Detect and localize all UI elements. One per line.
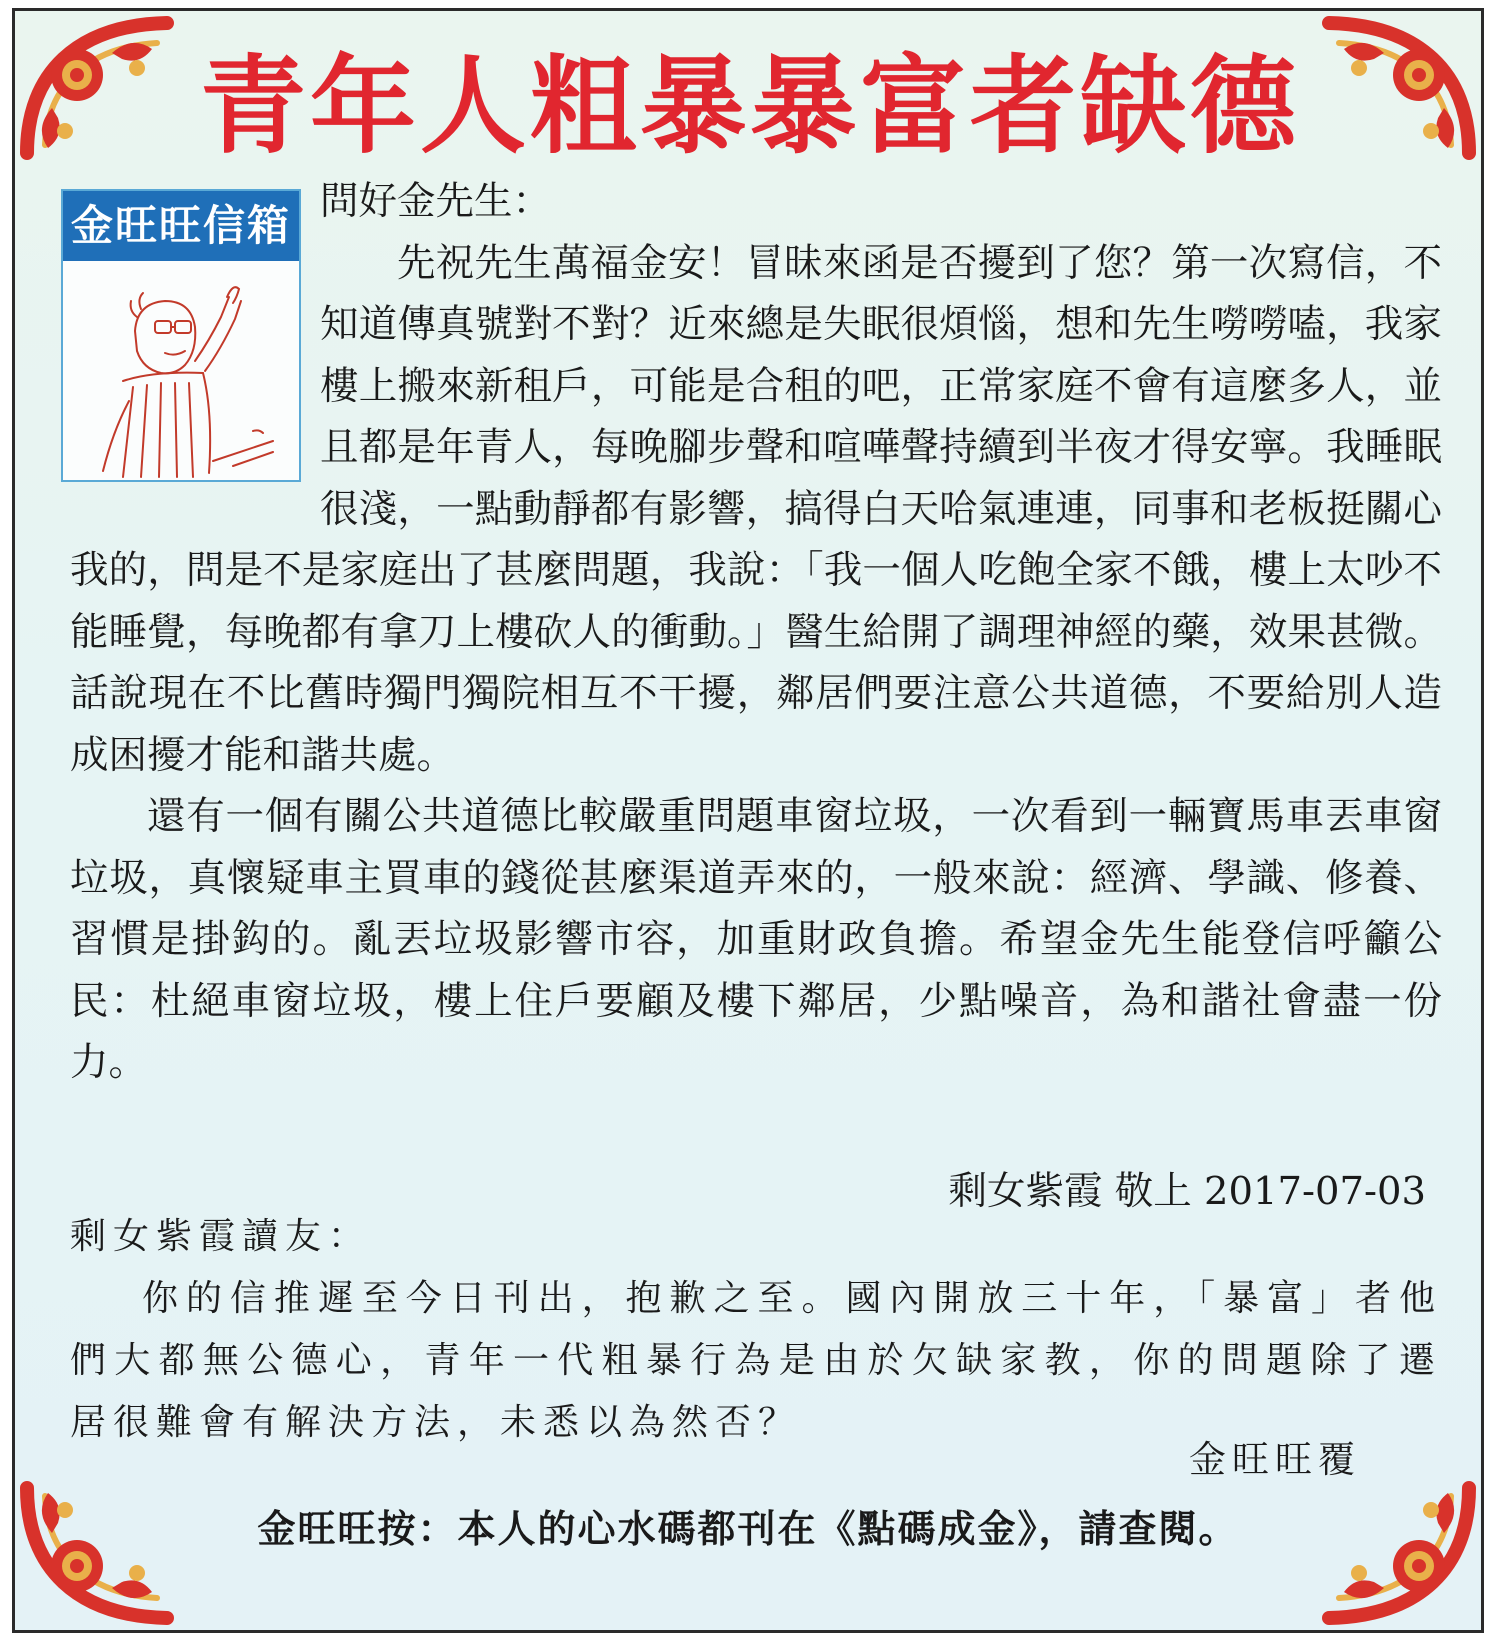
cloud-ornament-icon [17, 13, 187, 163]
letter-salutation: 問好金先生： [320, 179, 552, 224]
column-logo-title: 金旺旺信箱 [63, 191, 299, 261]
letter-signature: 剩女紫霞 敬上 2017-07-03 [948, 1169, 1426, 1214]
letter-paragraph: 先祝先生萬福金安！冒昧來函是否擾到了您？第一次寫信，不知道傳真號對不對？近來總是失眠很煩惱，想和先生嘮嘮嗑，我家樓上搬來新租戶，可能是合租的吧，正常家庭不會有這麼多人，並且都是年青人，每晚腳步聲和喧嘩聲持續到半夜才得安寧。我睡眠很淺，一點動靜都有影響，搞得白天哈氣連連，同事和老板挺關心我的，問是不是家庭出了甚麼問題，我說：「我一個人吃飽全家不餓，樓上太吵不能睡覺，每晚都有拿刀上樓砍人的衝動。」醫生給開了調理神經的藥，效果甚微。話說現在不比舊時獨門獨院相互不干擾，鄰居們要注意公共道德，不要給別人造成困擾才能和諧共處。 [70, 240, 1442, 778]
reply-salutation: 剩女紫霞讀友： [70, 1216, 372, 1257]
letter-body [70, 171, 1442, 1094]
reply-paragraph: 你的信推遲至今日刊出，抱歉之至。國內開放三十年，「暴富」者他們大都無公德心，青年一代粗暴行為是由於欠缺家教，你的問題除了遷居很難會有解決方法，未悉以為然否？ [70, 1278, 1442, 1443]
reply-signature: 金旺旺覆 [1189, 1438, 1361, 1481]
letter-paragraph: 還有一個有關公共道德比較嚴重問題車窗垃圾，一次看到一輛寶馬車丟車窗垃圾，真懷疑車主買車的錢從甚麼渠道弄來的，一般來說：經濟、學識、修養、習慣是掛鈎的。亂丟垃圾影響市容，加重財政負擔。希望金先生能登信呼籲公民：杜絕車窗垃圾，樓上住戶要顧及樓下鄰居，少點噪音，為和諧社會盡一份力。 [70, 794, 1442, 1085]
reply-body [70, 1206, 1442, 1454]
footer-note: 金旺旺按：本人的心水碼都刊在《點碼成金》，請查閱。 [257, 1507, 1239, 1551]
headline: 青年人粗暴暴富者缺德 [200, 45, 1300, 168]
logo-text-wrap-spacer [70, 171, 320, 504]
letter-column-frame [12, 8, 1484, 1633]
